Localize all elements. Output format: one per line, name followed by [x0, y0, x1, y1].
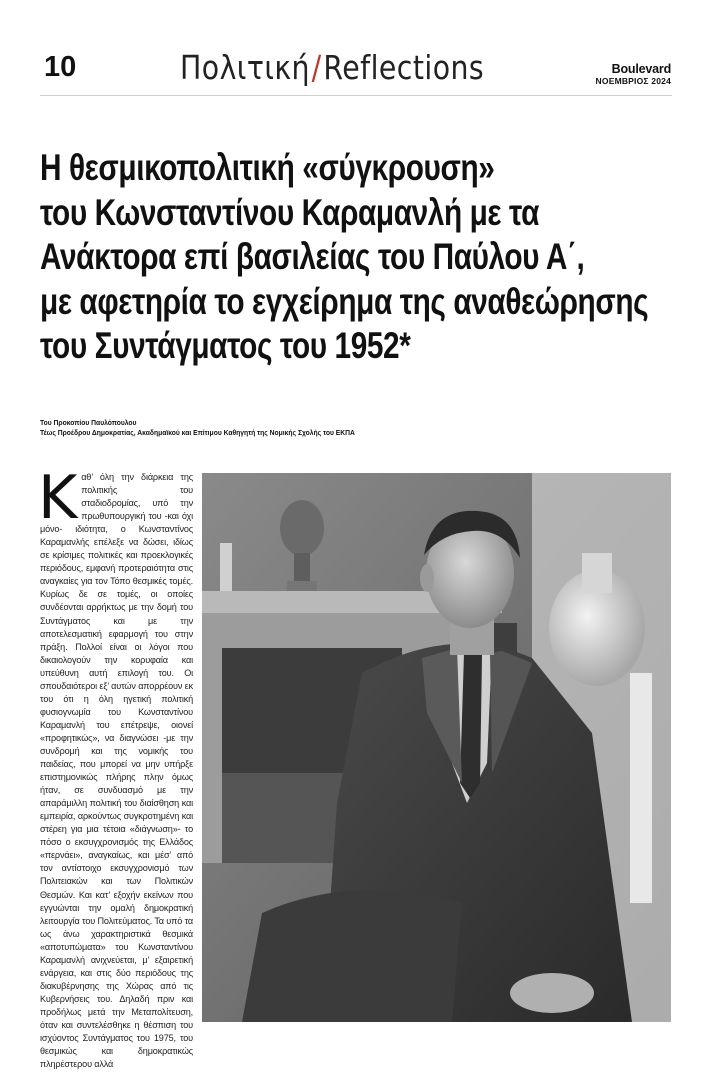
headline-line: Ανάκτορα επί βασιλείας του Παύλου Α΄,	[40, 236, 585, 277]
section-title	[180, 48, 484, 88]
headline-line: του Κωνσταντίνου Καραμανλή με τα	[40, 191, 540, 233]
headline-line: του Συντάγματος του 1952*	[40, 325, 411, 366]
byline-role: Τέως Προέδρου Δημοκρατίας, Ακαδημαϊκού και Επίτιμου Καθηγητή της Νομικής Σχολής του ΕΚΠΑ	[40, 428, 355, 437]
article-headline	[40, 146, 652, 369]
publication-brand	[596, 63, 671, 87]
page-number: 10	[44, 51, 77, 83]
headline-line: Η θεσμικοπολιτική «σύγκρουση»	[40, 147, 495, 188]
byline-author: Του Προκοπίου Παυλόπουλου	[40, 418, 137, 427]
article-body	[38, 463, 193, 1071]
article-text: αθ’ όλη την διάρκεια της πολιτικής του σταδιοδρομίας, υπό την πρωθυπουργική του -και όχι μόνο- ιδιότητα, ο Κωνσταντίνος Καραμανλής επέλεξε να δώσει, ιδίως σε κρίσιμες πολιτικές και προεκλογικές περιόδους, εμφανή προτεραιότητα στις αναγκαίες για τον Τόπο θεσμικές τομές. Κυρίως δε σε τομές, οι οποίες συνδέονται αρρήκτως με την δομή του Συντάγματος και με την αποτελεσματική εφαρμογή του στην πράξη. Πολλοί είναι οι λόγοι που δικαιολογούν την κορυφαία και υπεύθυνη αυτή επιλογή του. Οι σπουδαιότεροι εξ’ αυτών απορρέουν εκ του ότι η όλη ηγετική πολιτική φυσιογνωμία του Κωνσταντίνου Καραμανλή του επέτρεψε, οιονεί «προφητικώς», να διαγνώσει -με την συνδρομή και της νομικής του παιδείας, που μπορεί να μην υπήρξε επιστημονικώς πλήρης πλην όμως ήταν, σε συνδυασμό με την απαράμιλλη πολιτική του διαίσθηση και εμπειρία, αρκούντως συγκροτημένη και στέρεη για μια τέτοια «διάγνωση»- το πόσο ο εκσυγχρονισμός της Ελλάδος «περνάει», αναγκαίως, και μέσ’ από τον αντίστοιχο εκσυγχρονισμό των Πολιτειακών και των Πολιτικών Θεσμών. Και κατ’ εξοχήν εκείνων που εγγυώνται την ομαλή δημοκρατική λειτουργία του Πολιτεύματος. Τα υπό τα ως άνω χαρακτηριστικά θεσμικά «αποτυπώματα» του Κωνσταντίνου Καραμανλή ανιχνεύεται, μ’ εξαιρετική ενάργεια, και στις δύο περιόδους της διακυβέρνησης της Χώρας από τις Κυβερνήσεις του. Δηλαδή πριν και προδήλως μετά την Μεταπολίτευση, όταν και συντελέσθηκε η θέσπιση του ισχύοντος Συντάγματος του 1975, του θεσμικώς και δημοκρατικώς πληρέστερου αλλά	[40, 472, 193, 1070]
drop-cap: Κ	[38, 463, 78, 533]
byline	[40, 418, 355, 438]
issue-date: ΝΟΕΜΒΡΙΟΣ 2024	[595, 76, 671, 86]
section-title-slash: /	[311, 48, 322, 87]
headline-line: με αφετηρία το εγχείρημα της αναθεώρησης	[40, 280, 649, 322]
portrait-photo	[202, 473, 671, 1022]
portrait-illustration	[202, 473, 671, 1022]
brand-name: Boulevard	[611, 62, 671, 76]
section-title-greek: Πολιτική	[180, 48, 310, 87]
header-divider	[40, 95, 672, 96]
section-title-english: Reflections	[323, 48, 485, 87]
